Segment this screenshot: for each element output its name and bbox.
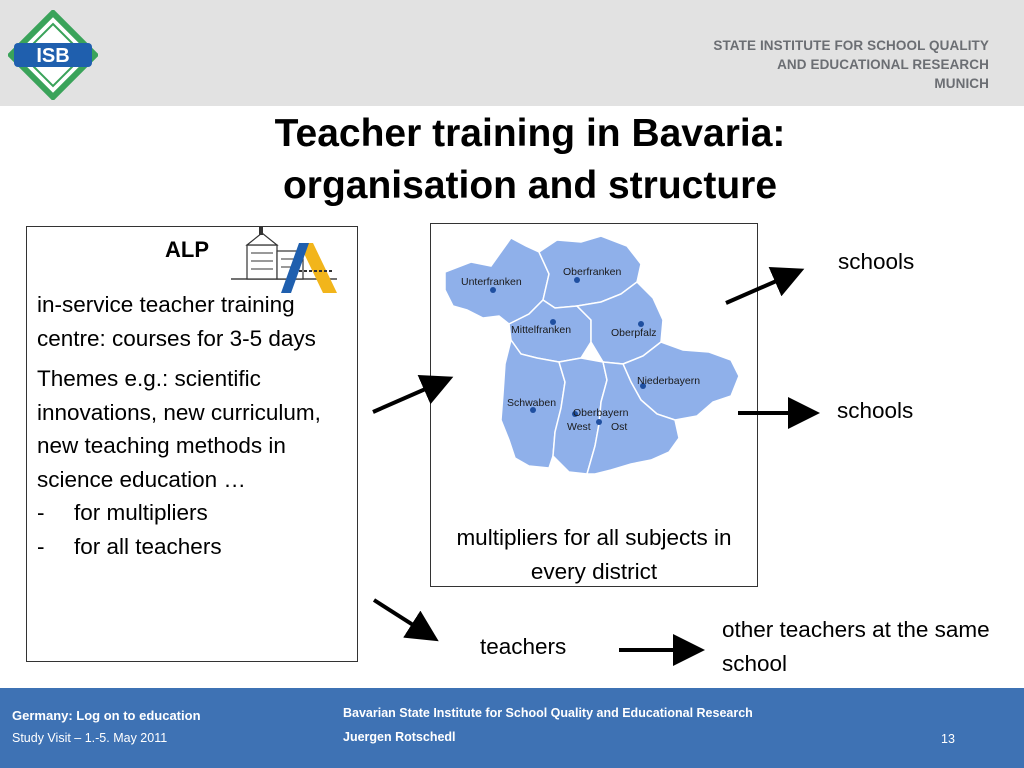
label-oberbayern: Oberbayern bbox=[573, 407, 629, 419]
map-caption: multipliers for all subjects in every district bbox=[456, 525, 732, 584]
slide-footer bbox=[0, 688, 1024, 768]
bullet-dash: - bbox=[37, 533, 45, 559]
institute-line-2: AND EDUCATIONAL RESEARCH bbox=[777, 57, 989, 72]
logo-text: ISB bbox=[36, 45, 70, 67]
arrow-alp-to-teachers bbox=[374, 600, 432, 637]
footer-author: Juergen Rotschedl bbox=[343, 730, 456, 744]
label-unterfranken: Unterfranken bbox=[461, 276, 522, 288]
institute-line-1: STATE INSTITUTE FOR SCHOOL QUALITY bbox=[713, 38, 989, 53]
arrow-map-to-schools-top bbox=[726, 272, 797, 303]
footer-visit: Study Visit – 1.-5. May 2011 bbox=[12, 731, 168, 745]
label-niederbayern: Niederbayern bbox=[637, 375, 701, 387]
alp-paragraph-2: Themes e.g.: scientific innovations, new curriculum, new teaching methods in science education … bbox=[37, 366, 321, 492]
bullet-text: for multipliers bbox=[74, 500, 208, 525]
footer-institute: Bavarian State Institute for School Quality and Educational Research bbox=[343, 706, 753, 720]
label-oberpfalz: Oberpfalz bbox=[611, 327, 657, 339]
label-west: West bbox=[567, 421, 591, 433]
arrow-alp-to-map bbox=[373, 380, 446, 412]
label-mittelfranken: Mittelfranken bbox=[511, 324, 572, 336]
alp-paragraph-1: in-service teacher training centre: courses for 3-5 days bbox=[37, 292, 316, 351]
label-schwaben: Schwaben bbox=[507, 397, 557, 409]
label-oberfranken: Oberfranken bbox=[563, 266, 622, 278]
page-number: 13 bbox=[941, 732, 955, 746]
teachers-label: teachers bbox=[480, 634, 567, 659]
bullet-text: for all teachers bbox=[74, 533, 222, 559]
schools-middle-label: schools bbox=[837, 398, 914, 423]
other-teachers-label: other teachers at the same school bbox=[722, 617, 990, 676]
title-line-1: Teacher training in Bavaria: bbox=[274, 112, 786, 155]
title-line-2: organisation and structure bbox=[282, 164, 778, 207]
footer-event: Germany: Log on to education bbox=[12, 708, 201, 723]
label-ost: Ost bbox=[611, 421, 628, 433]
institute-line-3: MUNICH bbox=[934, 76, 989, 91]
bullet-dash: - bbox=[37, 500, 45, 525]
alp-title: ALP bbox=[165, 237, 209, 262]
schools-top-label: schools bbox=[838, 249, 915, 274]
